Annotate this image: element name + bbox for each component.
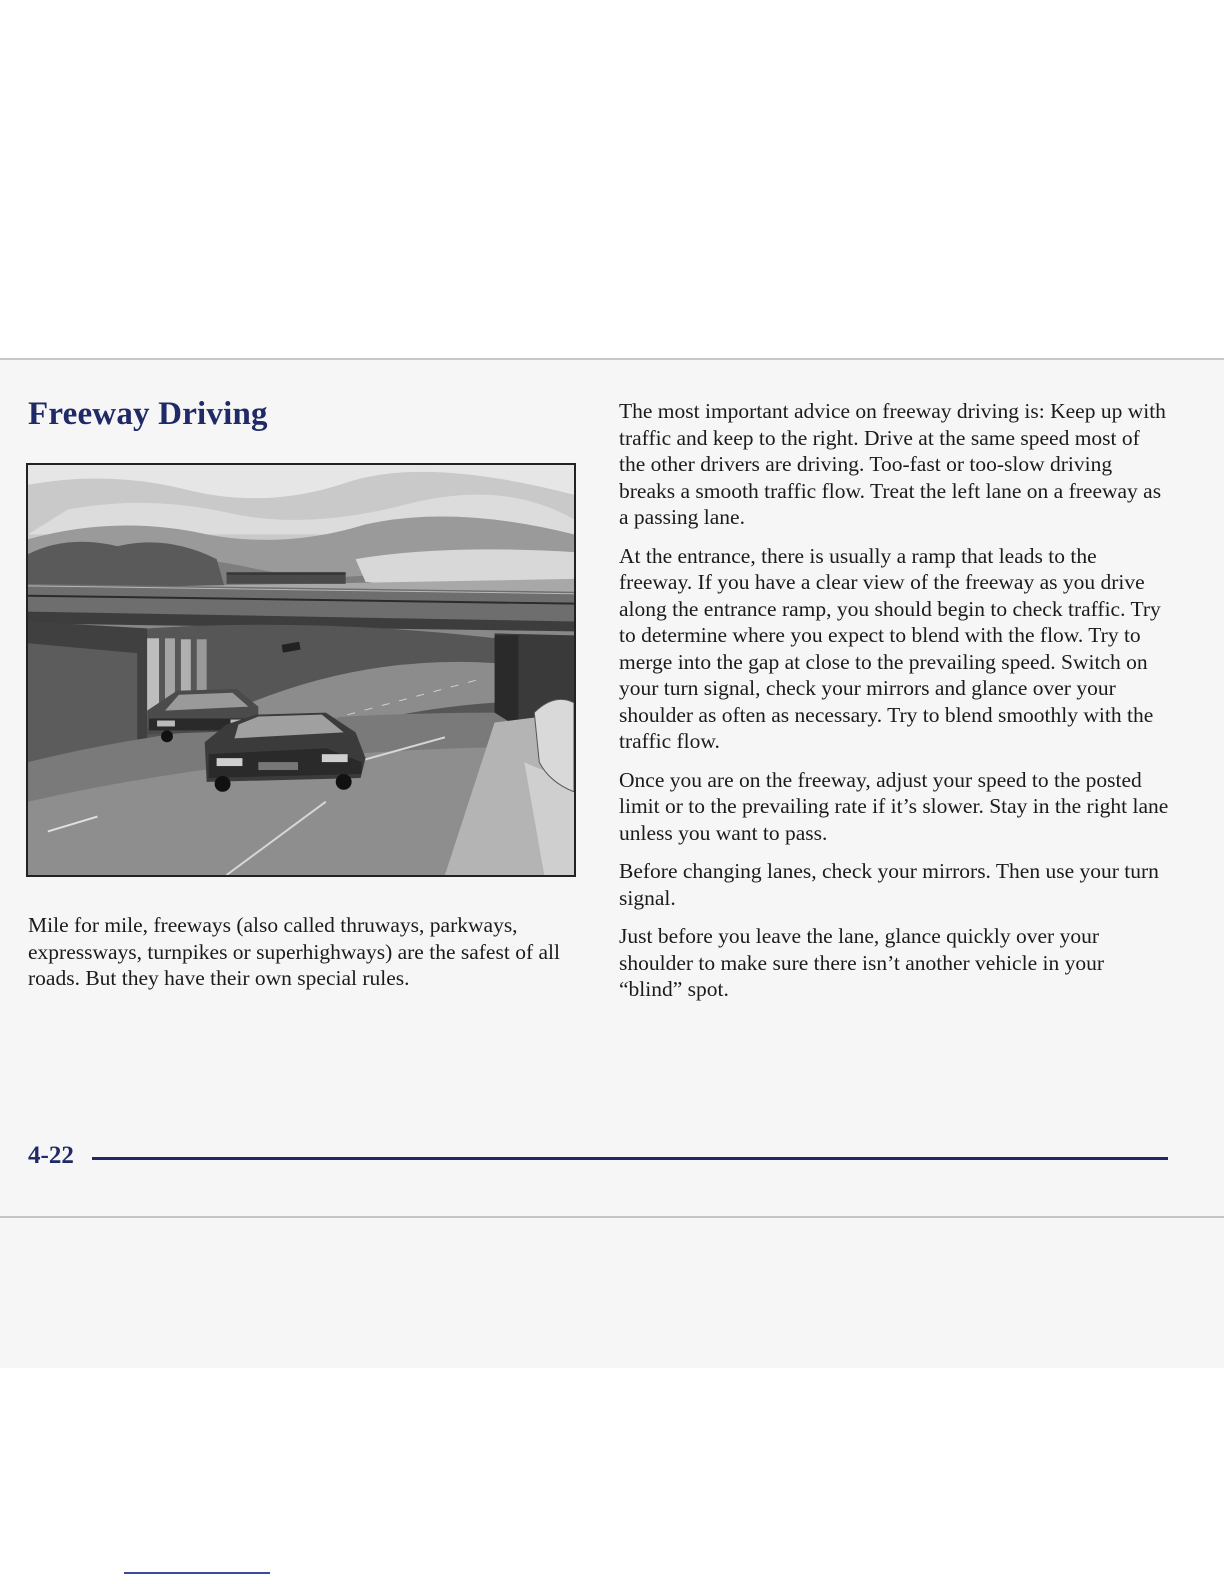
- footnote-rule: [124, 1572, 270, 1574]
- intro-paragraph: Mile for mile, freeways (also called thruways, parkways, expressways, turnpikes or superhighways) are the safest of all roads. But they have their own special rules.: [28, 913, 560, 990]
- paragraph-blind-spot: Just before you leave the lane, glance quickly over your shoulder to make sure there isn’t another vehicle in your “blind” spot.: [619, 924, 1104, 1001]
- intro-text: [28, 912, 573, 1004]
- scan-edge-bottom: [0, 1216, 1224, 1218]
- freeway-illustration: [26, 463, 576, 877]
- section-title: Freeway Driving: [28, 396, 268, 432]
- scan-edge-top: [0, 358, 1224, 360]
- body-text: [619, 398, 1169, 1015]
- freeway-overpass-illustration-icon: [28, 465, 574, 875]
- paragraph-on-freeway: Once you are on the freeway, adjust your speed to the posted limit or to the prevailing rate if it’s slower. Stay in the right lane unless you want to pass.: [619, 767, 1169, 845]
- paragraph-keep-up: The most important advice on freeway driving is: Keep up with traffic and keep to the right. Drive at the same speed most of the other drivers are driving. Too-fast or too-slow driving breaks a smooth traffic flow. Treat the left lane on a freeway as a passing lane.: [619, 399, 1166, 529]
- page-number: 4-22: [28, 1142, 74, 1169]
- footer-rule: [92, 1157, 1168, 1160]
- paragraph-entrance: At the entrance, there is usually a ramp that leads to the freeway. If you have a clear view of the freeway as you drive along the entrance ramp, you should begin to check traffic. Try to determine where you expect to blend with the flow. Try to merge into the gap at close to the prevailing speed. Switch on your turn signal, check your mirrors and glance over your shoulder as often as necessary. Try to blend smoothly with the traffic flow.: [619, 543, 1161, 753]
- paragraph-changing-lanes: Before changing lanes, check your mirrors. Then use your turn signal.: [619, 859, 1159, 910]
